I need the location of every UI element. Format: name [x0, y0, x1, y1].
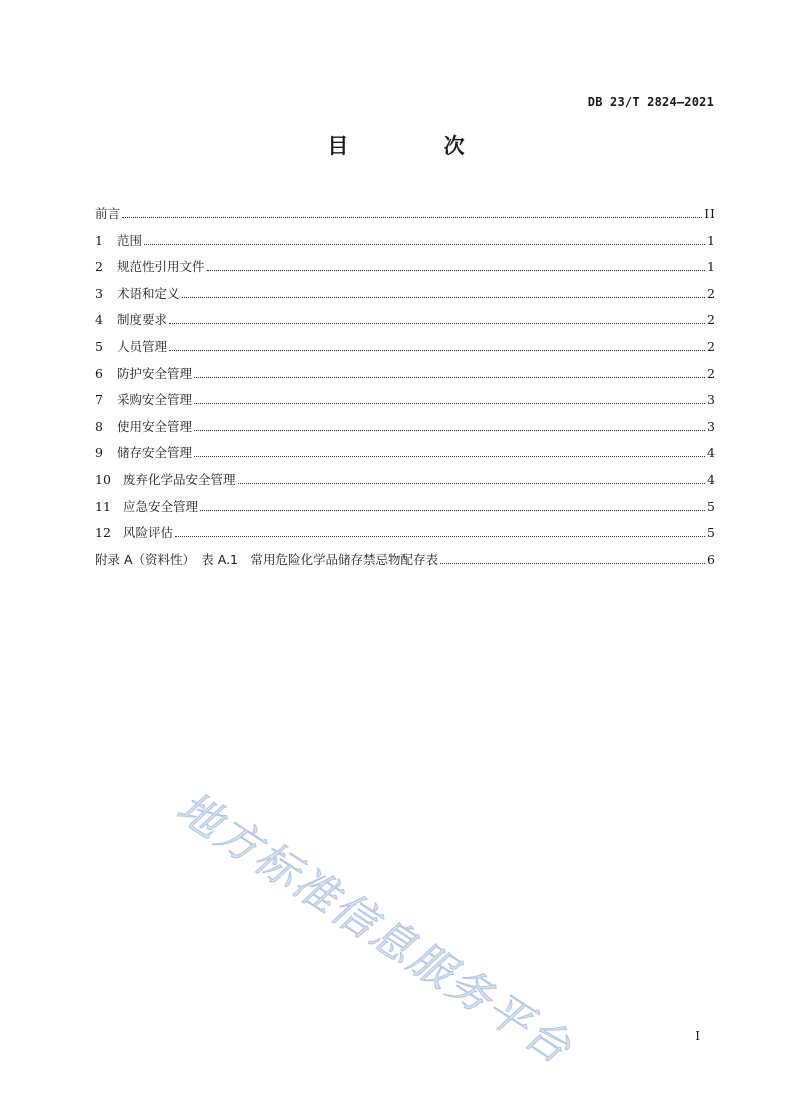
- toc-entry-page: 1: [707, 259, 716, 275]
- dot-leader: [207, 270, 706, 271]
- toc-entry-number: 6: [95, 365, 103, 381]
- toc-entry-7[interactable]: [95, 390, 716, 417]
- toc-entry-label: 术语和定义: [117, 285, 180, 301]
- dot-leader: [182, 297, 706, 298]
- watermark: 地方标准信息服务平台: [167, 782, 581, 1076]
- toc-entry-page: 6: [707, 551, 716, 567]
- toc-entry-8[interactable]: [95, 417, 716, 444]
- toc-entry-1[interactable]: [95, 231, 716, 258]
- toc-entry-page: 2: [707, 312, 716, 328]
- toc-entry-9[interactable]: [95, 443, 716, 470]
- toc-entry-page: 4: [707, 471, 716, 487]
- toc-entry-number: 7: [95, 392, 103, 408]
- dot-leader: [440, 563, 705, 564]
- toc-entry-page: 5: [707, 498, 716, 514]
- toc-entry-number: 11: [95, 498, 111, 514]
- dot-leader: [144, 244, 705, 245]
- dot-leader: [194, 430, 705, 431]
- toc-entry-label: 风险评估: [123, 525, 174, 541]
- toc-entry-3[interactable]: [95, 284, 716, 311]
- toc-entry-number: 9: [95, 445, 103, 461]
- toc-entry-label: 废弃化学品安全管理: [123, 471, 236, 487]
- table-of-contents: [95, 204, 716, 576]
- dot-leader: [238, 483, 706, 484]
- toc-entry-4[interactable]: [95, 310, 716, 337]
- toc-entry-label: 采购安全管理: [117, 392, 193, 408]
- dot-leader: [200, 510, 705, 511]
- toc-entry-number: 5: [95, 338, 103, 354]
- page-number: I: [695, 1029, 700, 1043]
- toc-entry-label: 附录 A（资料性） 表 A.1 常用危险化学品储存禁忌物配存表: [95, 551, 439, 567]
- toc-entry-label: 应急安全管理: [123, 498, 199, 514]
- dot-leader: [194, 456, 705, 457]
- toc-entry-number: 1: [95, 232, 103, 248]
- toc-entry-appendix-a[interactable]: [95, 550, 716, 577]
- toc-entry-page: II: [704, 206, 716, 221]
- page-title: 目 次: [327, 134, 509, 158]
- toc-entry-label: 前言: [95, 206, 121, 221]
- toc-entry-page: 3: [707, 418, 716, 434]
- toc-entry-page: 1: [707, 232, 716, 248]
- toc-entry-page: 2: [707, 285, 716, 301]
- toc-entry-page: 2: [707, 365, 716, 381]
- toc-entry-label: 制度要求: [117, 312, 168, 328]
- toc-entry-foreword[interactable]: [95, 204, 716, 231]
- toc-entry-number: 4: [95, 312, 103, 328]
- dot-leader: [175, 536, 705, 537]
- toc-entry-2[interactable]: [95, 257, 716, 284]
- toc-entry-label: 使用安全管理: [117, 418, 193, 434]
- toc-entry-label: 防护安全管理: [117, 365, 193, 381]
- toc-entry-number: 12: [95, 525, 111, 541]
- toc-entry-number: 2: [95, 259, 103, 275]
- toc-entry-label: 规范性引用文件: [117, 259, 205, 275]
- toc-entry-number: 3: [95, 285, 103, 301]
- toc-entry-5[interactable]: [95, 337, 716, 364]
- toc-entry-11[interactable]: [95, 497, 716, 524]
- toc-entry-6[interactable]: [95, 364, 716, 391]
- toc-entry-label: 人员管理: [117, 338, 168, 354]
- dot-leader: [194, 377, 705, 378]
- dot-leader: [169, 323, 705, 324]
- toc-entry-12[interactable]: [95, 523, 716, 550]
- dot-leader: [194, 403, 705, 404]
- toc-entry-page: 5: [707, 525, 716, 541]
- dot-leader: [169, 350, 705, 351]
- toc-entry-page: 2: [707, 338, 716, 354]
- dot-leader: [122, 217, 702, 218]
- toc-entry-10[interactable]: [95, 470, 716, 497]
- toc-entry-number: 8: [95, 418, 103, 434]
- document-code: DB 23/T 2824—2021: [587, 95, 714, 109]
- toc-entry-label: 范围: [117, 232, 143, 248]
- toc-entry-page: 4: [707, 445, 716, 461]
- toc-entry-number: 10: [95, 471, 111, 487]
- toc-entry-page: 3: [707, 392, 716, 408]
- toc-entry-label: 储存安全管理: [117, 445, 193, 461]
